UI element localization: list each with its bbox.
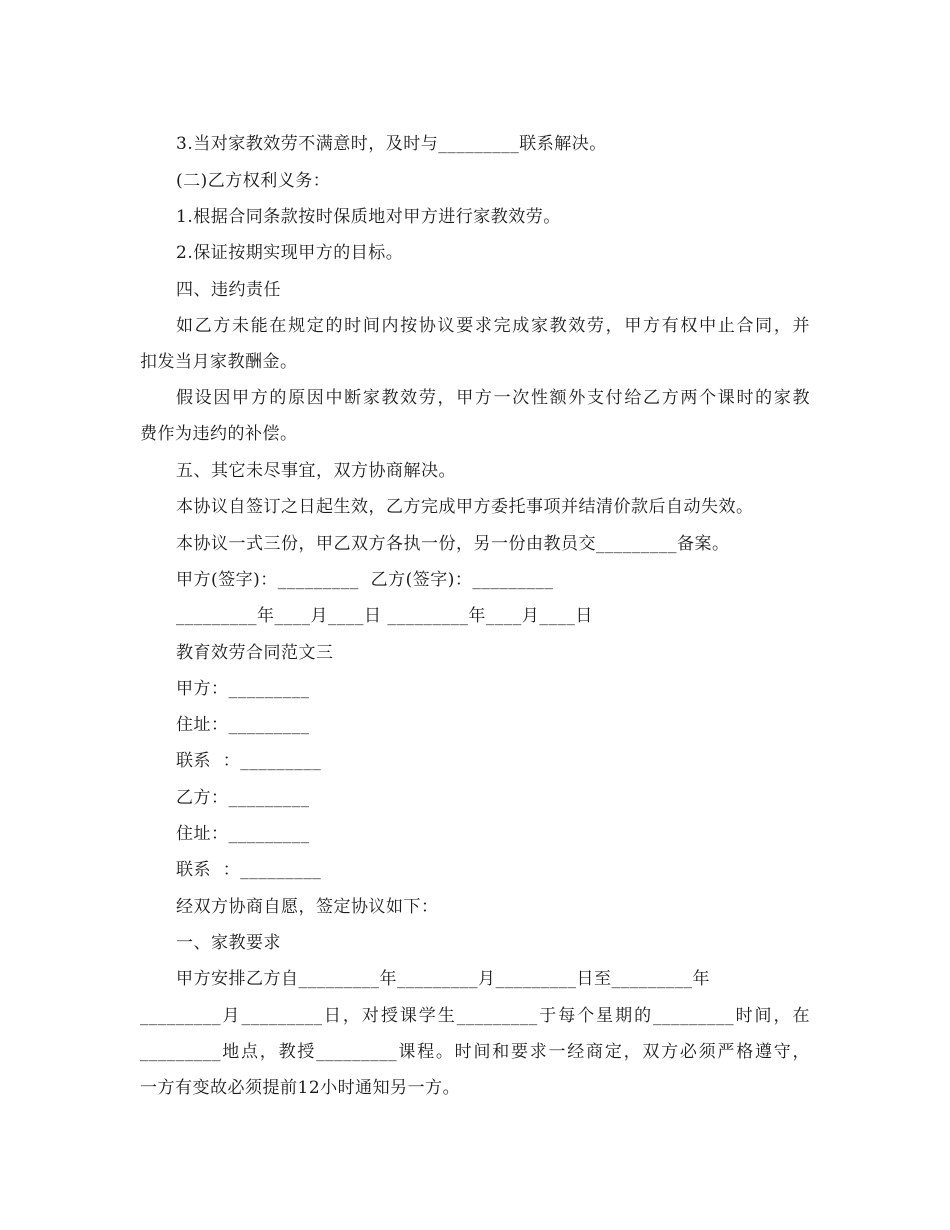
paragraph-line: 费作为违约的补偿。	[140, 424, 298, 444]
paragraph-line: 本协议一式三份，甲乙双方各执一份，另一份由教员交_________备案。	[176, 534, 730, 554]
paragraph-line: 甲方安排乙方自_________年_________月_________日至_________年	[176, 969, 710, 989]
party-b-contact-field: 联系 ：_________	[176, 860, 322, 880]
paragraph-line: 2.保证按期实现甲方的目标。	[176, 243, 404, 263]
paragraph-line: _________地点，教授_________课程。时间和要求一经商定，双方必须严格遵守，	[140, 1042, 810, 1062]
party-a-address-field: 住址：_________	[176, 715, 310, 735]
contract-title: 教育效劳合同范文三	[176, 643, 334, 663]
section-heading: 四、违约责任	[176, 280, 281, 300]
party-a-field: 甲方：_________	[176, 679, 310, 699]
paragraph-line: 本协议自签订之日起生效，乙方完成甲方委托事项并结清价款后自动失效。	[176, 497, 754, 517]
party-a-contact-field: 联系 ：_________	[176, 751, 322, 771]
party-b-field: 乙方：_________	[176, 788, 310, 808]
date-line: _________年____月____日 _________年____月____日	[176, 606, 593, 626]
paragraph-line: 1.根据合同条款按时保质地对甲方进行家教效劳。	[176, 207, 561, 227]
paragraph-line: 扣发当月家教酬金。	[140, 352, 298, 372]
signature-line: 甲方(签字)：_________ 乙方(签字)：_________	[176, 570, 554, 590]
section-heading: 一、家教要求	[176, 933, 281, 953]
paragraph-line: 3.当对家教效劳不满意时，及时与_________联系解决。	[176, 134, 607, 154]
section-heading: 五、其它未尽事宜，双方协商解决。	[176, 461, 456, 481]
paragraph-line: 经双方协商自愿，签定协议如下：	[176, 897, 439, 917]
paragraph-line: (二)乙方权利义务：	[176, 171, 331, 191]
paragraph-line: 一方有变故必须提前12小时通知另一方。	[140, 1078, 461, 1098]
party-b-address-field: 住址：_________	[176, 824, 310, 844]
paragraph-line: 假设因甲方的原因中断家教效劳，甲方一次性额外支付给乙方两个课时的家教	[176, 388, 810, 408]
paragraph-line: 如乙方未能在规定的时间内按协议要求完成家教效劳，甲方有权中止合同，并	[176, 316, 810, 336]
paragraph-line: _________月_________日，对授课学生_________于每个星期的_________时间，在	[140, 1006, 810, 1026]
